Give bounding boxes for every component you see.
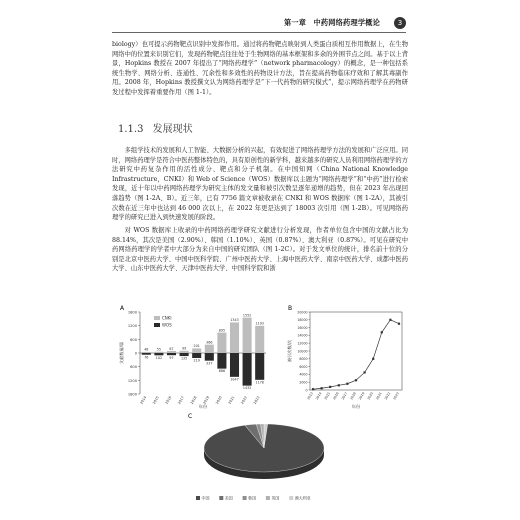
y-tick-label: 1800 bbox=[127, 310, 137, 315]
legend-swatch bbox=[219, 496, 223, 500]
data-label-cnki: 366 bbox=[206, 340, 213, 345]
panel-label-b: B bbox=[288, 305, 293, 312]
y-tick-label: 0 bbox=[305, 388, 308, 393]
y-axis-label: 被引次数/次 bbox=[287, 339, 292, 363]
y-tick-label: 6000 bbox=[299, 364, 308, 369]
data-point bbox=[381, 331, 383, 333]
data-point bbox=[312, 388, 314, 390]
x-axis-label: 年份 bbox=[198, 404, 208, 409]
bar-wos bbox=[205, 353, 214, 361]
data-point bbox=[329, 386, 331, 388]
x-tick-label: 2022 bbox=[240, 395, 248, 405]
data-label-cnki: 99 bbox=[181, 346, 187, 351]
x-tick-label: 2017 bbox=[340, 391, 349, 401]
legend-label: 美国 bbox=[224, 495, 233, 501]
bar-cnki bbox=[230, 322, 239, 353]
x-tick-label: 2023 bbox=[252, 395, 261, 405]
data-label-cnki: 1193 bbox=[255, 321, 264, 326]
paragraph-2 bbox=[112, 146, 408, 223]
running-header bbox=[112, 18, 406, 33]
legend-label: 中国 bbox=[201, 495, 210, 501]
bar-cnki bbox=[180, 351, 189, 353]
legend-label: 澳大利亚 bbox=[294, 495, 311, 501]
data-label-wos: 1432 bbox=[242, 386, 252, 391]
data-label-wos: 102 bbox=[155, 355, 163, 360]
legend-swatch bbox=[289, 496, 293, 500]
y-tick-label: 18000 bbox=[297, 318, 308, 323]
y-tick-label: 16000 bbox=[297, 325, 308, 330]
panel-label-c: C bbox=[188, 413, 193, 420]
data-label-cnki: 895 bbox=[218, 328, 226, 333]
data-point bbox=[389, 319, 391, 321]
bar-cnki bbox=[192, 348, 201, 353]
x-tick-label: 2022 bbox=[383, 391, 392, 401]
data-label-wos: 76 bbox=[144, 355, 149, 360]
y-tick-label: 1200 bbox=[127, 378, 137, 383]
x-tick-label: 2021 bbox=[227, 395, 236, 405]
bar-cnki bbox=[243, 318, 252, 353]
x-tick-label: 2014 bbox=[139, 395, 148, 405]
bar-wos bbox=[217, 353, 226, 369]
data-label-wos: 219 bbox=[193, 358, 200, 363]
bar-cnki bbox=[167, 351, 176, 353]
data-label-cnki: 1343 bbox=[230, 318, 239, 323]
bar-wos bbox=[243, 353, 252, 386]
data-point bbox=[364, 371, 366, 373]
bar-cnki bbox=[154, 352, 163, 353]
legend-swatch-wos bbox=[154, 323, 160, 327]
data-label-cnki: 201 bbox=[193, 344, 200, 349]
data-label-cnki: 87 bbox=[169, 346, 174, 351]
chapter-title: 第一章 中药网络药理学概论 bbox=[283, 18, 380, 27]
x-tick-label: 2020 bbox=[366, 391, 375, 401]
data-label-wos: 686 bbox=[218, 369, 226, 374]
legend-swatch bbox=[196, 496, 200, 500]
paragraph-1-text: biology）也可提示药物靶点识别中发挥作用。通过将药物靶点映射到人类蛋白质相互作用数据上，在生物网络中的位置来识别它们，发现药物靶点往往处于生物网络的基本框架和多余的外围节点之间。基于以上背景，Hopkins 教授在 2007 年提出了“网络药理学”（network pharmacology）的概念，是一种包括系统生物学、网络分析、连通性、冗余性和多效性的药物设计方法，旨在提高药物临床疗效和了解其毒副作用。2008 年，Hopkins 教授撰文认为网络药理学是“下一代药物的研究模式”，提示网络药理学在药物研发过程中发挥着重要作用（图 1-1）。 bbox=[112, 41, 408, 96]
section-heading bbox=[118, 120, 193, 135]
y-tick-label: 12000 bbox=[297, 341, 308, 346]
x-tick-label: 2017 bbox=[177, 395, 185, 405]
data-label-wos: 1047 bbox=[230, 377, 239, 382]
x-tick-label: 2018 bbox=[349, 391, 357, 401]
y-tick-label: 0 bbox=[134, 351, 137, 356]
data-label-wos: 97 bbox=[169, 355, 174, 360]
data-label-cnki: 1552 bbox=[242, 313, 252, 318]
legend-swatch bbox=[266, 496, 270, 500]
y-tick-label: 2000 bbox=[299, 380, 308, 385]
x-tick-label: 2013 bbox=[306, 391, 314, 401]
y-tick-label: 1800 bbox=[127, 392, 137, 397]
legend-label-wos: WOS bbox=[162, 322, 172, 328]
x-tick-label: 2021 bbox=[375, 391, 383, 401]
x-tick-label: 2018 bbox=[189, 395, 198, 405]
y-tick-label: 14000 bbox=[297, 333, 308, 338]
figure-b-line-chart bbox=[286, 302, 406, 410]
bar-wos bbox=[255, 353, 264, 380]
data-label-wos: 337 bbox=[206, 361, 213, 366]
x-tick-label: 2023 bbox=[392, 391, 400, 401]
y-tick-label: 600 bbox=[130, 337, 137, 342]
section-number: 1.1.3 bbox=[118, 124, 144, 135]
x-tick-label: 2019 bbox=[357, 391, 366, 401]
bar-cnki bbox=[255, 326, 264, 353]
x-tick-label: 2016 bbox=[332, 391, 340, 401]
data-point bbox=[372, 358, 374, 360]
y-tick-label: 600 bbox=[130, 365, 137, 370]
legend-swatch bbox=[243, 496, 247, 500]
data-point bbox=[321, 387, 323, 389]
paragraph-3-text: 对 WOS 数据库上收录的中药网络药理学研究文献进行分析发现，作者单位包含中国的文献占比为 88.14%，其次是美国（2.90%）、韩国（1.10%）、英国（0.87%）、澳大利亚（0.87%）。可见在研究中药网络药理学的学者中大部分为来自中国的研究团队（图 1-2C）。对于发文单位的统计，排名前十位的分别是北京中医药大学、中国中医科学院、广州中医药大学、上海中医药大学、南京中医药大学、成都中医药大学、山东中医药大学、天津中医药大学、中国科学院和浙 bbox=[112, 227, 408, 273]
panel-label-a: A bbox=[120, 305, 125, 312]
paragraph-3 bbox=[112, 226, 408, 274]
data-label-wos: 135 bbox=[180, 356, 188, 361]
data-label-cnki: 48 bbox=[144, 347, 149, 352]
data-point bbox=[346, 383, 348, 385]
y-axis-label: 文献数量/篇 bbox=[119, 341, 124, 365]
data-point bbox=[338, 384, 340, 386]
figure-c-pie-chart bbox=[186, 410, 342, 508]
bar-cnki bbox=[142, 352, 151, 353]
y-tick-label: 4000 bbox=[299, 372, 308, 377]
data-point bbox=[398, 323, 400, 325]
x-tick-label: 2019 bbox=[202, 395, 211, 405]
plot-frame bbox=[310, 312, 402, 390]
bar-wos bbox=[230, 353, 239, 377]
x-tick-label: 2014 bbox=[314, 391, 323, 401]
legend-label: 英国 bbox=[271, 495, 280, 501]
figure-a-bar-chart bbox=[118, 302, 278, 410]
x-tick-label: 2015 bbox=[323, 391, 332, 401]
y-tick-label: 20000 bbox=[297, 310, 308, 315]
data-point bbox=[355, 379, 357, 381]
legend-label: 韩国 bbox=[248, 495, 257, 501]
legend-swatch-cnki bbox=[154, 316, 160, 320]
bar-cnki bbox=[205, 345, 214, 353]
legend-label-cnki: CNKI bbox=[162, 315, 172, 321]
y-tick-label: 1200 bbox=[127, 324, 137, 329]
data-label-cnki: 55 bbox=[156, 347, 162, 352]
x-tick-label: 2016 bbox=[164, 395, 173, 405]
paragraph-2-text: 多组学技术的发展和人工智能、大数据分析的兴起，有效促进了网络药理学方法的发展和广泛应用。同时，网络药理学是符合中医药整体特色的，具有原创性的新学科，越来越多的研究人员利用网络药理学的方法研究中药复杂作用的活性成分、靶点和分子机制。在中国知网（China National Knowledge Infrastructure，CNKI）和 Web of Science（WOS）数据库以主题为“网络药理学”和“中药”进行检索发现，近十年以中药网络药理学为研究主体的发文量和被引次数呈逐年递增的趋势，但在 2023 年出现回落趋势（图 1-2A、B）。近三年，已有 7756 篇文章被收录在 CNKI 和 WOS 数据库（图 1-2A），其被引次数在近三年中也达到 46 000 次以上，在 2022 年更是达到了 18003 次引用（图 1-2B）。可见网络药理学的研究已进入到快速发展的阶段。 bbox=[112, 147, 408, 222]
x-tick-label: 2020 bbox=[214, 395, 223, 405]
bar-wos bbox=[192, 353, 201, 358]
x-axis-label: 年份 bbox=[351, 404, 361, 409]
bar-cnki bbox=[217, 333, 226, 353]
y-tick-label: 10000 bbox=[297, 349, 308, 354]
series-line bbox=[313, 320, 399, 389]
x-tick-label: 2015 bbox=[151, 395, 160, 405]
y-tick-label: 8000 bbox=[299, 357, 308, 362]
bar-wos bbox=[180, 353, 189, 356]
paragraph-1 bbox=[112, 40, 408, 98]
page-number: 3 bbox=[394, 17, 406, 29]
data-label-wos: 1178 bbox=[255, 380, 264, 385]
section-title: 发展现状 bbox=[152, 124, 193, 135]
